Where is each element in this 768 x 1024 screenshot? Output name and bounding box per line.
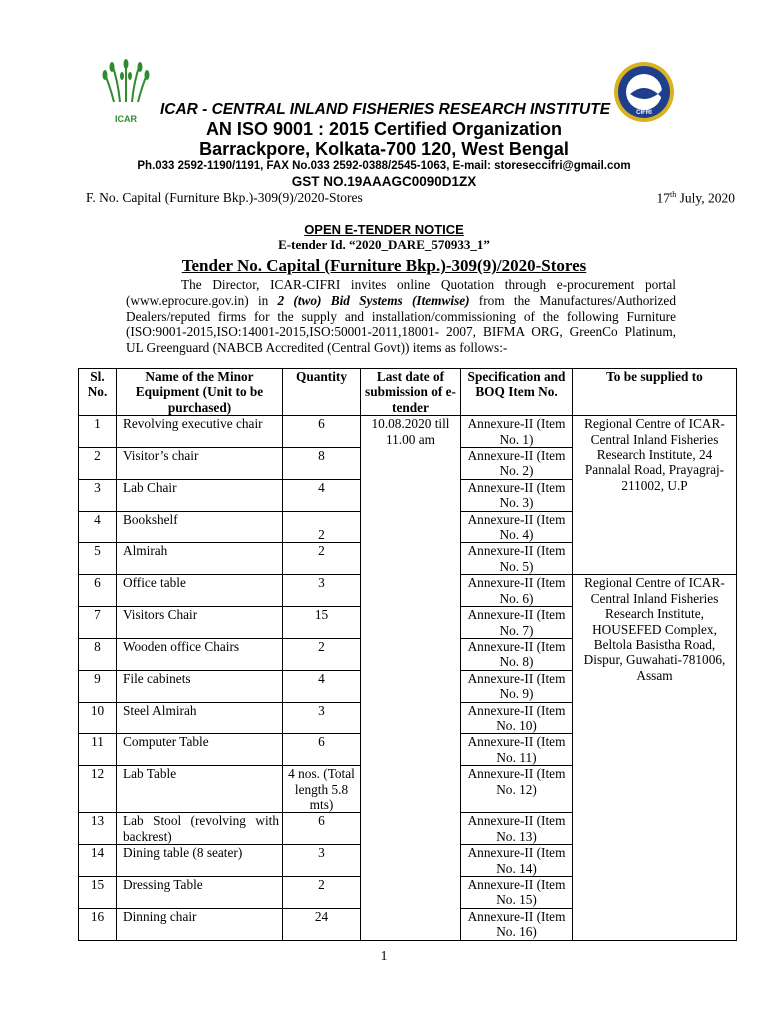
date-day: 17 [656,190,670,206]
cell-name: Lab Stool (revolving with backrest) [117,813,283,845]
cell-sl: 4 [79,511,117,543]
cell-sl: 15 [79,877,117,909]
cell-qty: 24 [283,908,361,940]
cell-qty: 3 [283,575,361,607]
cell-name: Wooden office Chairs [117,638,283,670]
cell-sl: 13 [79,813,117,845]
cell-name: Lab Chair [117,479,283,511]
cell-sl: 8 [79,638,117,670]
cell-qty: 2 [283,543,361,575]
cell-spec: Annexure-II (Item No. 11) [461,734,573,766]
cell-name: Dinning chair [117,908,283,940]
cifri-logo [612,60,676,124]
cell-sl: 9 [79,670,117,702]
cell-spec: Annexure-II (Item No. 12) [461,766,573,813]
cell-qty: 2 [283,638,361,670]
date-rest: July, 2020 [676,190,735,206]
svg-text:CIFRI: CIFRI [636,110,652,116]
cell-qty: 6 [283,813,361,845]
cell-qty: 6 [283,416,361,448]
tender-number-text: Tender No. Capital (Furniture Bkp.)-309(9)/2020-Stores [181,256,587,275]
header-name: Name of the Minor Equipment (Unit to be purchased) [117,369,283,416]
cell-name: Bookshelf [117,511,283,543]
cell-name: Dressing Table [117,877,283,909]
cell-name: Almirah [117,543,283,575]
cell-qty: 4 [283,670,361,702]
table-row [79,416,737,448]
page-number: 1 [380,948,388,963]
cell-spec: Annexure-II (Item No. 7) [461,607,573,639]
cell-spec: Annexure-II (Item No. 8) [461,638,573,670]
cell-sl: 11 [79,734,117,766]
cell-sl: 1 [79,416,117,448]
cell-name: File cabinets [117,670,283,702]
cell-qty: 4 [283,479,361,511]
cell-sl: 10 [79,702,117,734]
cell-spec: Annexure-II (Item No. 10) [461,702,573,734]
cell-sl: 6 [79,575,117,607]
file-number: F. No. Capital (Furniture Bkp.)-309(9)/2020-Stores [86,190,363,205]
cell-supplied-to-prayagraj: Regional Centre of ICAR-Central Inland Fisheries Research Institute, 24 Pannalal Road, Prayagraj-211002, U.P [573,416,737,575]
institute-address: Barrackpore, Kolkata-700 120, West Bengal [199,139,569,159]
cell-qty: 4 nos. (Total length 5.8 mts) [283,766,361,813]
cell-spec: Annexure-II (Item No. 15) [461,877,573,909]
cell-name: Office table [117,575,283,607]
contact-line: Ph.033 2592-1190/1191, FAX No.033 2592-0388/2545-1063, E-mail: storeseccifri@gmail.com [137,160,631,172]
date-suffix: th [670,190,677,199]
header-supplied-to: To be supplied to [573,369,737,416]
cell-last-date: 10.08.2020 till 11.00 am [361,416,461,940]
svg-text:ICAR: ICAR [115,114,137,124]
cell-qty: 2 [283,877,361,909]
cell-name: Visitor’s chair [117,448,283,480]
iso-certification: AN ISO 9001 : 2015 Certified Organization [205,119,563,139]
icar-logo [100,56,152,126]
cell-name: Steel Almirah [117,702,283,734]
cell-sl: 2 [79,448,117,480]
cell-qty: 15 [283,607,361,639]
cell-name: Lab Table [117,766,283,813]
cell-qty: 3 [283,845,361,877]
cell-supplied-to-guwahati: Regional Centre of ICAR-Central Inland Fisheries Research Institute, HOUSEFED Complex, Beltola Basistha Road, Dispur, Guwahati-781006, Assam [573,575,737,940]
cell-sl: 7 [79,607,117,639]
cell-sl: 3 [79,479,117,511]
cell-spec: Annexure-II (Item No. 3) [461,479,573,511]
cell-spec: Annexure-II (Item No. 16) [461,908,573,940]
header-quantity: Quantity [283,369,361,416]
cell-sl: 12 [79,766,117,813]
cell-spec: Annexure-II (Item No. 1) [461,416,573,448]
cell-sl: 14 [79,845,117,877]
cell-name: Dining table (8 seater) [117,845,283,877]
body-emphasis: 2 (two) Bid Systems (Itemwise) [277,292,470,308]
cell-spec: Annexure-II (Item No. 14) [461,845,573,877]
notice-title-text: OPEN E-TENDER NOTICE [304,222,464,237]
cell-qty: 3 [283,702,361,734]
letter-date [560,190,735,207]
header-sl: Sl. No. [79,369,117,416]
cell-spec: Annexure-II (Item No. 2) [461,448,573,480]
cell-sl: 5 [79,543,117,575]
cell-name: Computer Table [117,734,283,766]
notice-body [126,277,676,356]
tender-number [0,256,768,276]
cell-sl: 16 [79,908,117,940]
institute-name: ICAR - CENTRAL INLAND FISHERIES RESEARCH INSTITUTE [159,101,611,118]
header-spec: Specification and BOQ Item No. [461,369,573,416]
cell-qty: 6 [283,734,361,766]
cell-name: Revolving executive chair [117,416,283,448]
cell-qty: 2 [283,511,361,543]
cell-spec: Annexure-II (Item No. 4) [461,511,573,543]
cell-name: Visitors Chair [117,607,283,639]
cell-spec: Annexure-II (Item No. 5) [461,543,573,575]
body-part1: The Director, ICAR-CIFRI invites online Quotation through e-procurement portal (www.eprocure.gov.in) in [126,277,676,308]
cell-spec: Annexure-II (Item No. 13) [461,813,573,845]
header-last-date: Last date of submission of e-tender [361,369,461,416]
cell-spec: Annexure-II (Item No. 9) [461,670,573,702]
notice-title [0,222,768,237]
table-header-row [79,369,737,416]
cell-spec: Annexure-II (Item No. 6) [461,575,573,607]
gst-number: GST NO.19AAAGC0090D1ZX [291,174,477,189]
cell-qty: 8 [283,448,361,480]
items-table [78,368,737,941]
body-part2: from the Manufactures/Authorized Dealers/reputed firms for the supply and installation/commissioning of the following Furniture (ISO:9001-2015,ISO:14001-2015,ISO:50001-2011,18001- 2007, BIFMA ORG, GreenCo Platinum, UL Greenguard (NABCB Accredited (Central Govt)) items as follows:- [126,292,676,356]
etender-id: E-tender Id. “2020_DARE_570933_1” [278,237,490,252]
